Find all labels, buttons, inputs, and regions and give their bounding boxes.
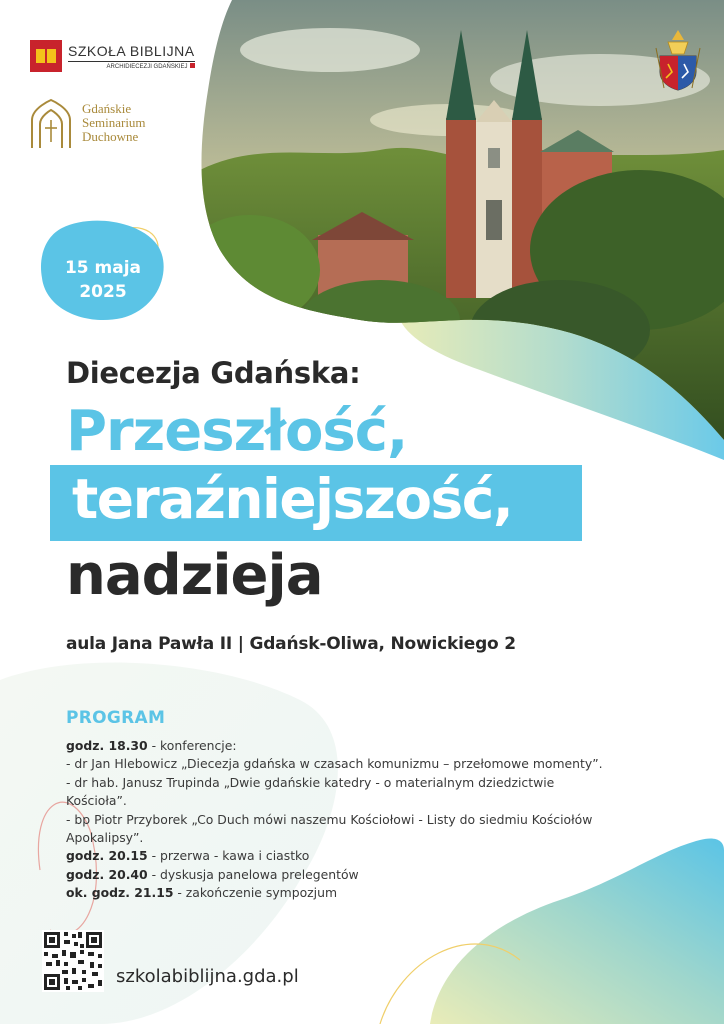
seminarium-line-1: Gdańskie [82, 101, 132, 116]
seminarium-name [82, 102, 146, 144]
seminarium-logo [28, 98, 146, 150]
program-item [66, 792, 656, 810]
program-time: godz. 20.40 [66, 866, 148, 882]
website-link[interactable]: szkolabiblijna.gda.pl [116, 966, 299, 987]
program-heading: PROGRAM [66, 708, 166, 728]
program-text: - dr hab. Janusz Trupinda „Dwie gdańskie katedry - o materialnym dziedzictwie [66, 774, 555, 790]
logo-subtitle [68, 61, 195, 70]
logo-name: SZKOŁA BIBLIJNA [68, 42, 195, 59]
program-item [66, 774, 656, 792]
event-date [40, 256, 166, 304]
program-item [66, 829, 656, 847]
qr-code-icon[interactable] [42, 930, 104, 992]
red-square-icon [190, 63, 195, 68]
bible-book-icon [30, 40, 62, 72]
program-time: godz. 20.15 [66, 848, 148, 864]
program-text: - dyskusja panelowa prelegentów [147, 866, 359, 882]
program-text: Apokalipsy”. [66, 830, 144, 846]
title-line-3: teraźniejszość, [72, 467, 513, 531]
szkola-biblijna-logo [30, 40, 195, 72]
program-item [66, 755, 656, 773]
program-text: - konferencje: [147, 738, 237, 753]
event-date-badge [40, 218, 166, 322]
seminarium-line-2: Seminarium [82, 115, 146, 130]
program-item [66, 884, 656, 902]
title-line-2: Przeszłość, [66, 399, 408, 464]
event-date-day: 15 maja [64, 258, 142, 278]
archdiocese-crest-icon [654, 28, 702, 94]
program-text: - bp Piotr Przyborek „Co Duch mówi naszemu Kościołowi - Listy do siedmiu Kościołów [66, 811, 593, 827]
program-text: - dr Jan Hlebowicz „Diecezja gdańska w czasach komunizmu – przełomowe momenty”. [66, 756, 603, 772]
logo-subtitle-text: ARCHIDIECEZJI GDAŃSKIEJ [106, 63, 188, 70]
program-time: ok. godz. 21.15 [66, 885, 174, 901]
event-venue: aula Jana Pawła II | Gdańsk-Oliwa, Nowickiego 2 [66, 634, 516, 654]
program-time: godz. 18.30 [66, 738, 148, 753]
program-item [66, 866, 656, 884]
program-text: - przerwa - kawa i ciastko [147, 848, 310, 864]
title-line-4: nadzieja [66, 543, 323, 608]
church-arch-icon [28, 98, 74, 150]
seminarium-line-3: Duchowne [82, 129, 139, 144]
program-item [66, 811, 656, 829]
title-line-1: Diecezja Gdańska: [66, 356, 361, 390]
event-date-year: 2025 [79, 282, 127, 302]
program-list [66, 737, 656, 903]
title-line-3-band [50, 465, 582, 541]
program-item [66, 847, 656, 865]
program-text: Kościoła”. [66, 793, 127, 809]
program-item [66, 737, 656, 755]
program-text: - zakończenie sympozjum [173, 885, 338, 901]
